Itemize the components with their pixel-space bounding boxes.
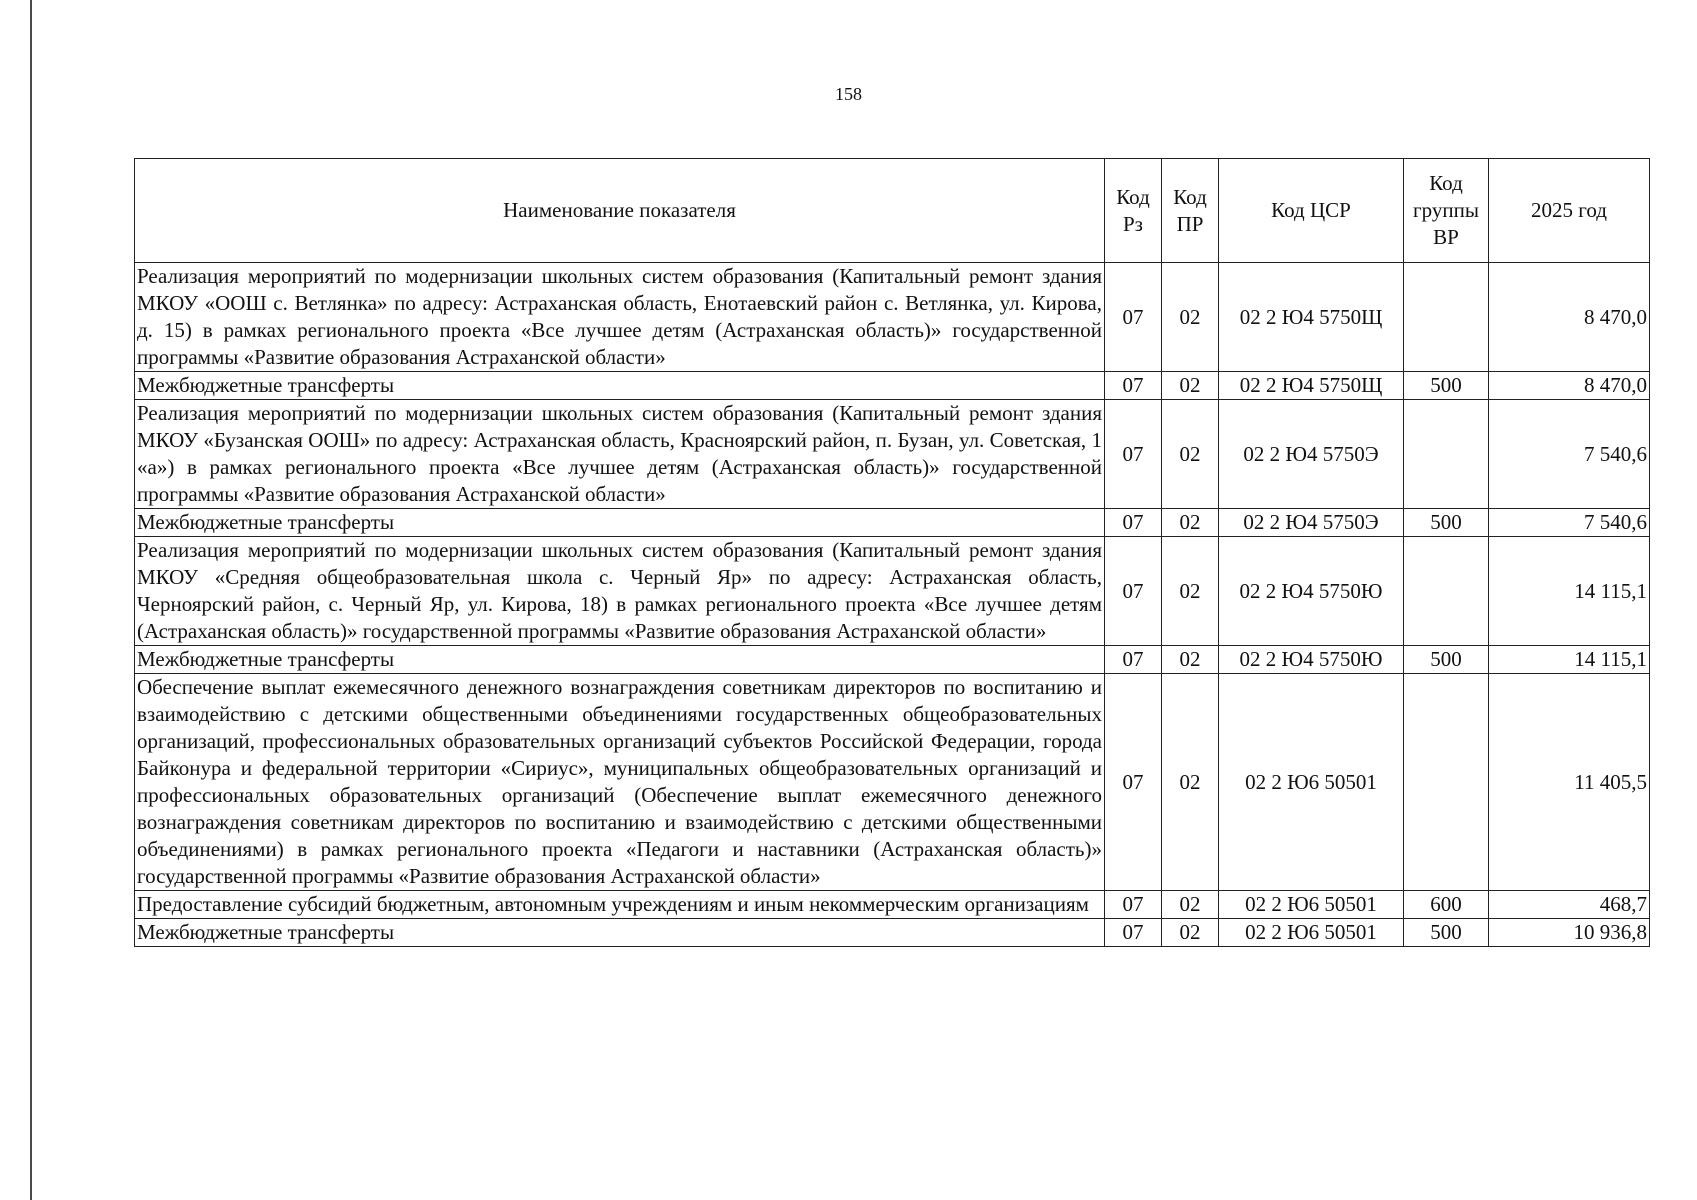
row-pr: 02 — [1162, 919, 1219, 947]
row-vr: 500 — [1404, 919, 1489, 947]
table-row — [135, 537, 1650, 646]
row-rz: 07 — [1105, 372, 1162, 400]
row-rz: 07 — [1105, 400, 1162, 509]
row-csr: 02 2 Ю4 5750Э — [1219, 509, 1404, 537]
table-row — [135, 263, 1650, 372]
row-name: Реализация мероприятий по модернизации школьных систем образования (Капитальный ремонт здания МКОУ «Бузанская ООШ» по адресу: Астраханская область, Красноярский район, п. Бузан, ул. Советская, 1 «а») в рамках регионального проекта «Все лучшее детям (Астраханская область)» государственной программы «Развитие образования Астраханской области» — [135, 400, 1105, 509]
row-rz: 07 — [1105, 263, 1162, 372]
header-csr: Код ЦСР — [1219, 159, 1404, 263]
row-name: Межбюджетные трансферты — [135, 509, 1105, 537]
table-row — [135, 509, 1650, 537]
row-amount: 11 405,5 — [1489, 674, 1650, 891]
row-amount: 8 470,0 — [1489, 263, 1650, 372]
row-csr: 02 2 Ю6 50501 — [1219, 891, 1404, 919]
row-vr — [1404, 400, 1489, 509]
table-row — [135, 372, 1650, 400]
row-pr: 02 — [1162, 674, 1219, 891]
row-vr: 500 — [1404, 646, 1489, 674]
row-vr — [1404, 263, 1489, 372]
header-name: Наименование показателя — [135, 159, 1105, 263]
row-amount: 8 470,0 — [1489, 372, 1650, 400]
row-name: Межбюджетные трансферты — [135, 919, 1105, 947]
row-rz: 07 — [1105, 509, 1162, 537]
row-rz: 07 — [1105, 646, 1162, 674]
row-name: Обеспечение выплат ежемесячного денежного вознаграждения советникам директоров по воспитанию и взаимодействию с детскими общественными объединениями государственных общеобразовательных организаций, профессиональных образовательных организаций субъектов Российской Федерации, города Байконура и федеральной территории «Сириус», муниципальных общеобразовательных организаций и профессиональных образовательных организаций (Обеспечение выплат ежемесячного денежного вознаграждения советникам директоров по воспитанию и взаимодействию с детскими общественными объединениями) в рамках регионального проекта «Педагоги и наставники (Астраханская область)» государственной программы «Развитие образования Астраханской области» — [135, 674, 1105, 891]
table-row — [135, 891, 1650, 919]
row-amount: 468,7 — [1489, 891, 1650, 919]
header-vr: Код группы ВР — [1404, 159, 1489, 263]
row-csr: 02 2 Ю6 50501 — [1219, 919, 1404, 947]
row-vr: 600 — [1404, 891, 1489, 919]
table-row — [135, 674, 1650, 891]
row-amount: 7 540,6 — [1489, 509, 1650, 537]
row-name: Межбюджетные трансферты — [135, 372, 1105, 400]
row-csr: 02 2 Ю4 5750Ю — [1219, 646, 1404, 674]
row-vr: 500 — [1404, 372, 1489, 400]
row-rz: 07 — [1105, 537, 1162, 646]
row-pr: 02 — [1162, 646, 1219, 674]
header-year: 2025 год — [1489, 159, 1650, 263]
row-csr: 02 2 Ю6 50501 — [1219, 674, 1404, 891]
scan-margin-line — [30, 0, 32, 1200]
row-pr: 02 — [1162, 400, 1219, 509]
row-amount: 7 540,6 — [1489, 400, 1650, 509]
row-rz: 07 — [1105, 674, 1162, 891]
table-row — [135, 400, 1650, 509]
row-pr: 02 — [1162, 891, 1219, 919]
page-number: 158 — [835, 84, 862, 104]
row-rz: 07 — [1105, 891, 1162, 919]
row-csr: 02 2 Ю4 5750Ю — [1219, 537, 1404, 646]
table-row — [135, 646, 1650, 674]
row-amount: 14 115,1 — [1489, 537, 1650, 646]
table-header-row — [135, 159, 1650, 263]
row-pr: 02 — [1162, 537, 1219, 646]
header-pr: Код ПР — [1162, 159, 1219, 263]
row-vr — [1404, 674, 1489, 891]
row-amount: 14 115,1 — [1489, 646, 1650, 674]
row-csr: 02 2 Ю4 5750Щ — [1219, 372, 1404, 400]
row-csr: 02 2 Ю4 5750Э — [1219, 400, 1404, 509]
row-vr — [1404, 537, 1489, 646]
table-row — [135, 919, 1650, 947]
row-rz: 07 — [1105, 919, 1162, 947]
header-rz: Код Рз — [1105, 159, 1162, 263]
row-pr: 02 — [1162, 263, 1219, 372]
row-name: Реализация мероприятий по модернизации школьных систем образования (Капитальный ремонт здания МКОУ «Средняя общеобразовательная школа с. Черный Яр» по адресу: Астраханская область, Черноярский район, с. Черный Яр, ул. Кирова, 18) в рамках регионального проекта «Все лучшее детям (Астраханская область)» государственной программы «Развитие образования Астраханской области» — [135, 537, 1105, 646]
row-pr: 02 — [1162, 509, 1219, 537]
row-name: Межбюджетные трансферты — [135, 646, 1105, 674]
row-pr: 02 — [1162, 372, 1219, 400]
row-name: Реализация мероприятий по модернизации школьных систем образования (Капитальный ремонт здания МКОУ «ООШ с. Ветлянка» по адресу: Астраханская область, Енотаевский район с. Ветлянка, ул. Кирова, д. 15) в рамках регионального проекта «Все лучшее детям (Астраханская область)» государственной программы «Развитие образования Астраханской области» — [135, 263, 1105, 372]
budget-table — [134, 158, 1650, 947]
row-name: Предоставление субсидий бюджетным, автономным учреждениям и иным некоммерческим организациям — [135, 891, 1105, 919]
row-amount: 10 936,8 — [1489, 919, 1650, 947]
row-vr: 500 — [1404, 509, 1489, 537]
row-csr: 02 2 Ю4 5750Щ — [1219, 263, 1404, 372]
